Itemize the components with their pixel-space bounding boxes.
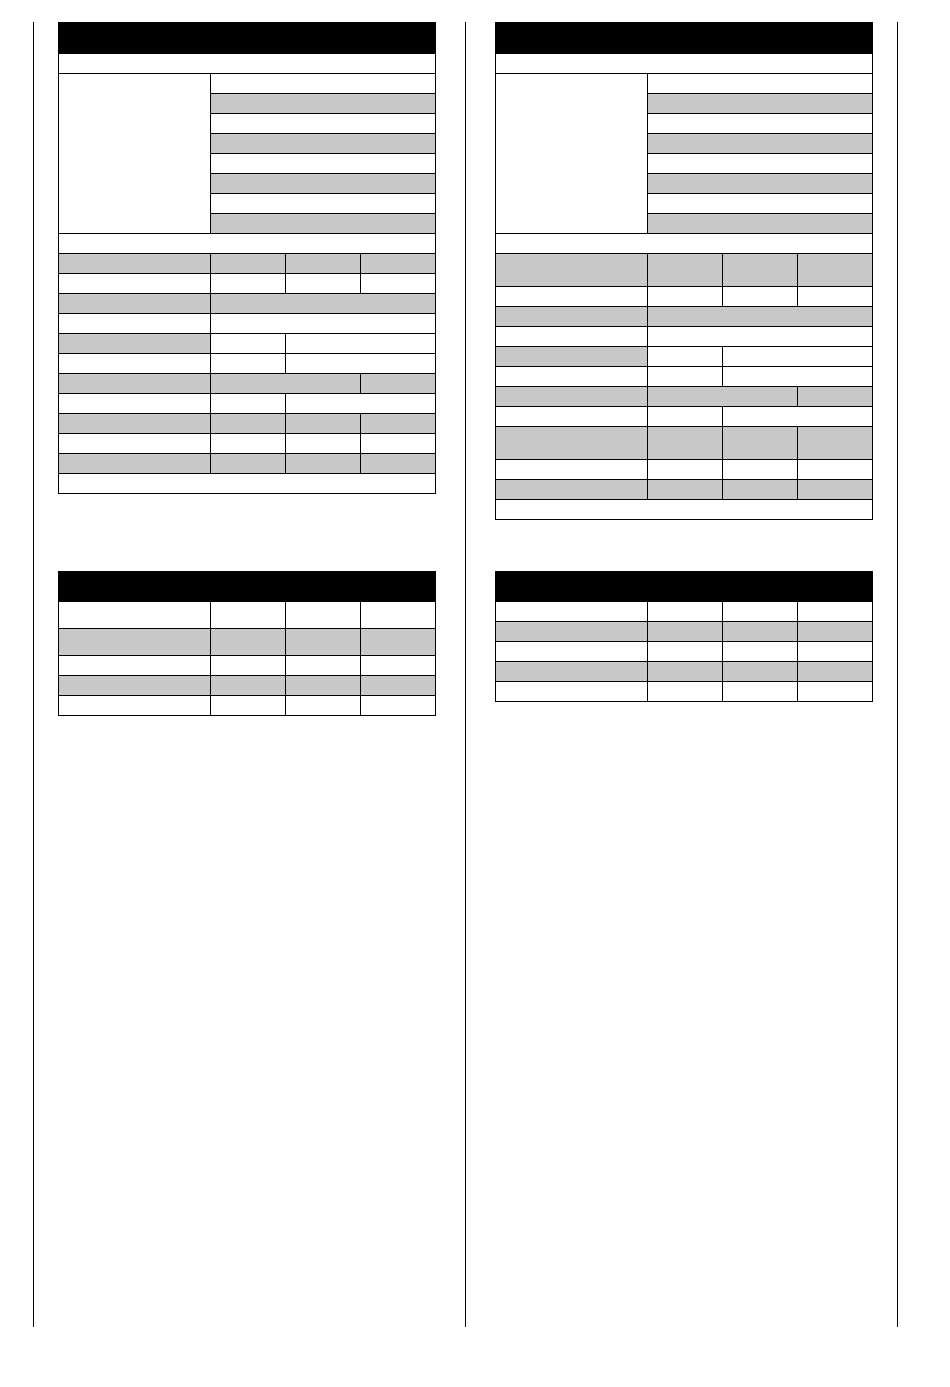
- cell: [211, 314, 436, 334]
- table-footer: [496, 500, 873, 520]
- cell: [286, 334, 436, 354]
- spec-table-3: [495, 22, 873, 520]
- table-title: [59, 23, 436, 54]
- row-label: [496, 662, 648, 682]
- row-label: [59, 394, 211, 414]
- row-label: [496, 407, 648, 427]
- cell: [648, 287, 723, 307]
- cell: [361, 676, 436, 696]
- cell: [211, 676, 286, 696]
- side-row: [648, 154, 873, 174]
- cell: [798, 254, 873, 287]
- cell: [723, 407, 873, 427]
- row-label: [496, 287, 648, 307]
- row-label: [496, 307, 648, 327]
- side-row: [648, 214, 873, 234]
- cell: [211, 602, 286, 629]
- row-label: [496, 254, 648, 287]
- cell: [723, 367, 873, 387]
- row-label: [59, 434, 211, 454]
- cell: [723, 427, 798, 460]
- cell: [211, 394, 286, 414]
- row-label: [496, 367, 648, 387]
- cell: [361, 254, 436, 274]
- cell: [798, 427, 873, 460]
- cell: [723, 480, 798, 500]
- cell: [211, 294, 436, 314]
- side-row: [211, 114, 436, 134]
- row-label: [59, 676, 211, 696]
- cell: [648, 367, 723, 387]
- row-label: [59, 656, 211, 676]
- cell: [211, 454, 286, 474]
- row-label: [59, 374, 211, 394]
- cell: [723, 254, 798, 287]
- cell: [361, 434, 436, 454]
- row-label: [59, 454, 211, 474]
- row-label: [59, 354, 211, 374]
- side-row: [648, 114, 873, 134]
- cell: [648, 307, 873, 327]
- table-footer: [59, 474, 436, 494]
- side-row: [211, 174, 436, 194]
- cell: [798, 642, 873, 662]
- cell: [361, 454, 436, 474]
- cell: [286, 696, 361, 716]
- table-title: [496, 572, 873, 602]
- left-margin-rule: [33, 22, 34, 1327]
- cell: [648, 327, 873, 347]
- row-label: [59, 334, 211, 354]
- cell: [286, 394, 436, 414]
- cell: [361, 656, 436, 676]
- cell: [211, 374, 361, 394]
- cell: [211, 334, 286, 354]
- row-label: [59, 629, 211, 656]
- side-row: [648, 94, 873, 114]
- spec-table-2: [58, 571, 436, 716]
- row-label: [59, 314, 211, 334]
- right-margin-rule: [897, 22, 898, 1327]
- table-title: [496, 23, 873, 54]
- side-label-cell: [496, 74, 648, 234]
- cell: [798, 622, 873, 642]
- side-row: [648, 134, 873, 154]
- cell: [648, 682, 723, 702]
- cell: [286, 454, 361, 474]
- spec-table-4: [495, 571, 873, 702]
- cell: [648, 642, 723, 662]
- row-label: [59, 602, 211, 629]
- section-label: [59, 234, 436, 254]
- cell: [648, 427, 723, 460]
- row-label: [59, 414, 211, 434]
- row-label: [496, 327, 648, 347]
- side-row: [211, 214, 436, 234]
- cell: [211, 434, 286, 454]
- cell: [648, 347, 723, 367]
- row-label: [59, 274, 211, 294]
- cell: [286, 254, 361, 274]
- cell: [361, 374, 436, 394]
- cell: [798, 682, 873, 702]
- cell: [648, 460, 723, 480]
- cell: [648, 622, 723, 642]
- cell: [286, 602, 361, 629]
- cell: [723, 347, 873, 367]
- cell: [798, 460, 873, 480]
- cell: [286, 274, 361, 294]
- cell: [723, 287, 798, 307]
- row-label: [59, 696, 211, 716]
- cell: [286, 656, 361, 676]
- cell: [286, 434, 361, 454]
- cell: [361, 602, 436, 629]
- side-row: [648, 74, 873, 94]
- cell: [648, 602, 723, 622]
- row-label: [496, 602, 648, 622]
- cell: [798, 287, 873, 307]
- cell: [361, 414, 436, 434]
- row-label: [59, 254, 211, 274]
- cell: [723, 460, 798, 480]
- cell: [211, 414, 286, 434]
- cell: [723, 642, 798, 662]
- row-label: [496, 460, 648, 480]
- side-row: [648, 174, 873, 194]
- row-label: [496, 387, 648, 407]
- cell: [361, 696, 436, 716]
- cell: [723, 602, 798, 622]
- cell: [361, 274, 436, 294]
- side-row: [648, 194, 873, 214]
- cell: [798, 387, 873, 407]
- cell: [286, 414, 361, 434]
- cell: [361, 629, 436, 656]
- row-label: [496, 622, 648, 642]
- cell: [648, 387, 798, 407]
- section-label: [496, 234, 873, 254]
- side-row: [211, 94, 436, 114]
- cell: [798, 662, 873, 682]
- cell: [648, 662, 723, 682]
- cell: [211, 274, 286, 294]
- row-label: [496, 642, 648, 662]
- cell: [211, 629, 286, 656]
- cell: [286, 629, 361, 656]
- side-row: [211, 134, 436, 154]
- cell: [723, 622, 798, 642]
- cell: [286, 676, 361, 696]
- row-label: [496, 347, 648, 367]
- cell: [648, 480, 723, 500]
- row-label: [496, 427, 648, 460]
- cell: [211, 254, 286, 274]
- side-row: [211, 74, 436, 94]
- cell: [211, 696, 286, 716]
- table-title: [59, 572, 436, 602]
- spec-table-1: [58, 22, 436, 494]
- cell: [798, 602, 873, 622]
- row-label: [59, 294, 211, 314]
- cell: [648, 407, 723, 427]
- cell: [286, 354, 436, 374]
- cell: [211, 354, 286, 374]
- table-note: [496, 54, 873, 74]
- cell: [211, 656, 286, 676]
- cell: [723, 682, 798, 702]
- side-row: [211, 154, 436, 174]
- cell: [648, 254, 723, 287]
- table-note: [59, 54, 436, 74]
- side-label-cell: [59, 74, 211, 234]
- cell: [723, 662, 798, 682]
- row-label: [496, 682, 648, 702]
- side-row: [211, 194, 436, 214]
- row-label: [496, 480, 648, 500]
- cell: [798, 480, 873, 500]
- center-column-rule: [465, 22, 466, 1327]
